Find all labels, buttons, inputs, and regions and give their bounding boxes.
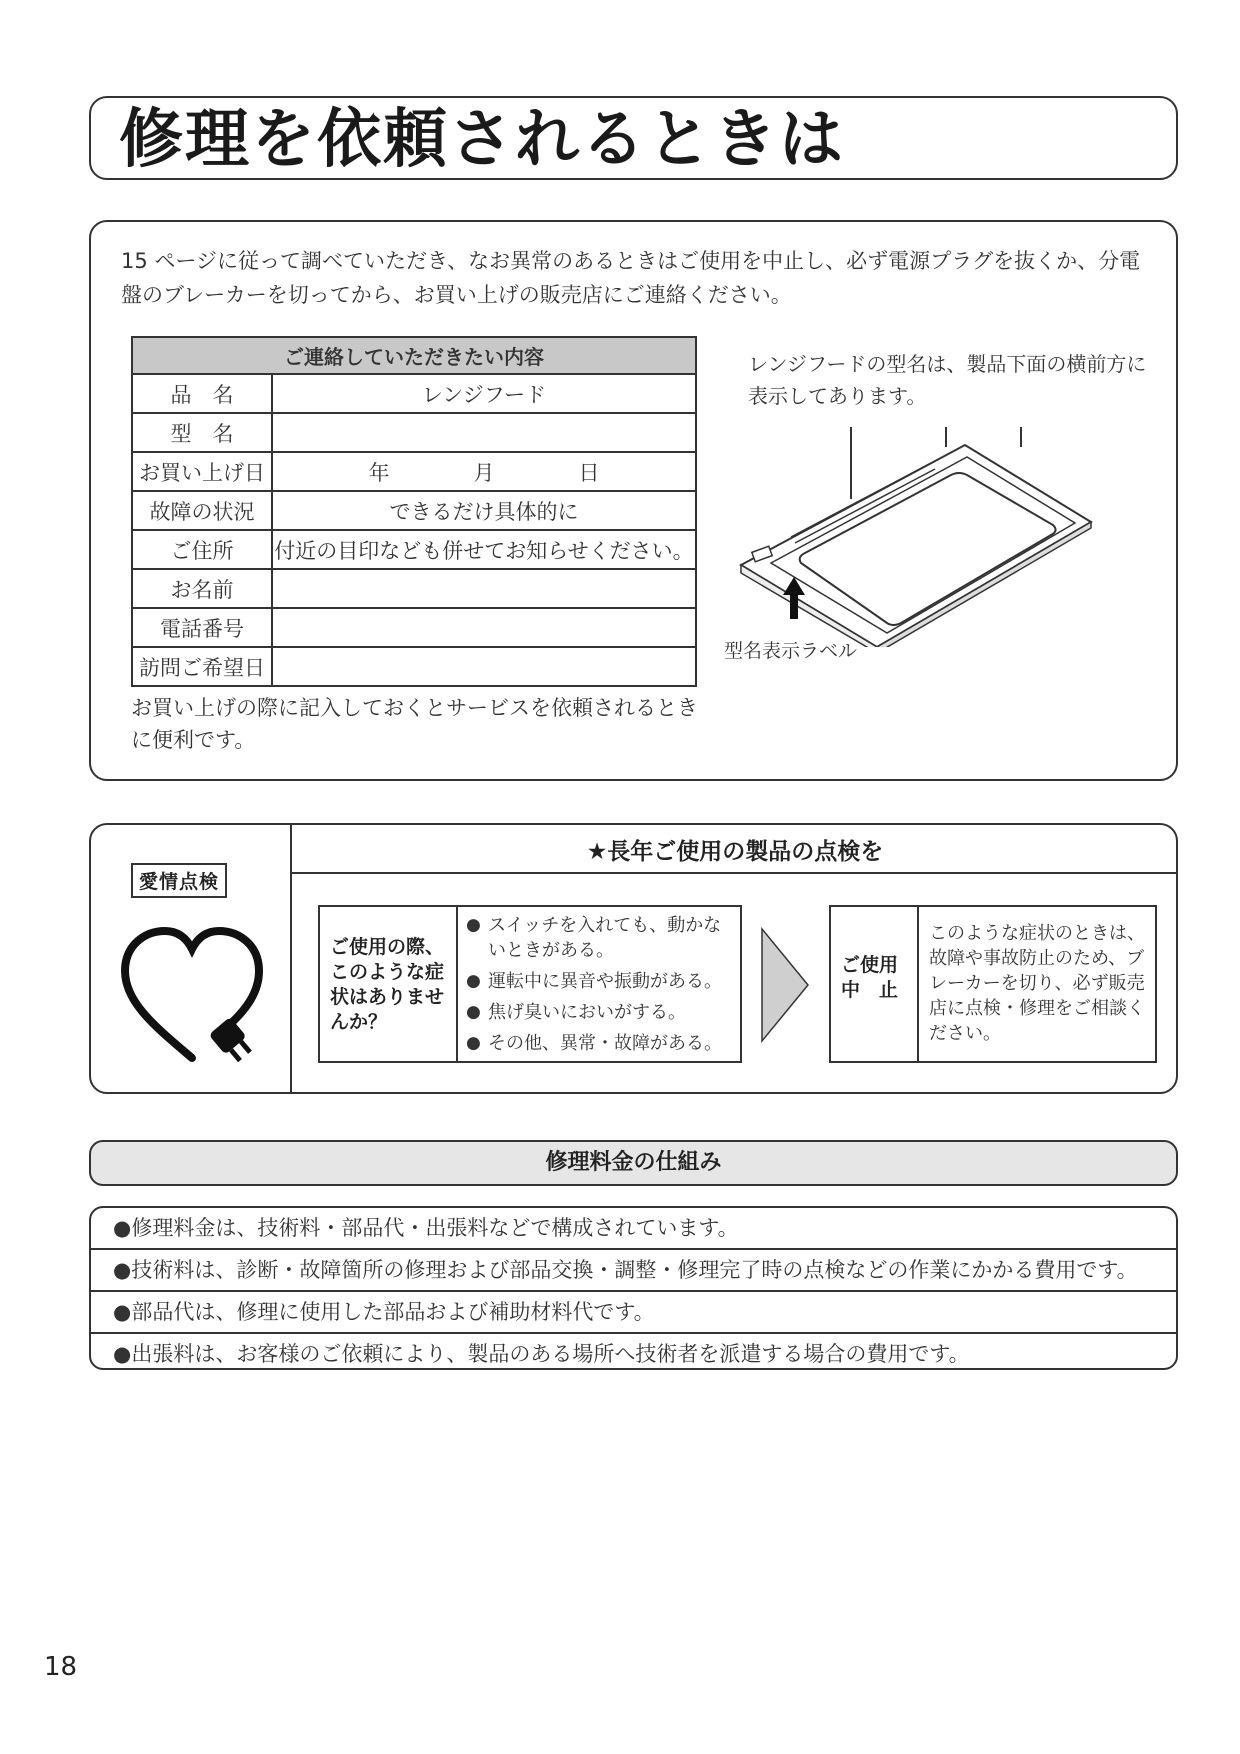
symptom-text: 運転中に異音や振動がある。 bbox=[488, 971, 722, 992]
list-item: ●部品代は、修理に使用した部品および補助材料代です。 bbox=[91, 1292, 1176, 1334]
stop-use-text: このような症状のときは、故障や事故防止のため、ブレーカーを切り、必ず販売店に点検・修理をご相談ください。 bbox=[929, 923, 1145, 1044]
table-row bbox=[132, 608, 696, 647]
arrow-right-icon bbox=[758, 925, 814, 1045]
list-item: ●修理料金は、技術料・部品代・出張料などで構成されています。 bbox=[91, 1208, 1176, 1250]
stop-label-line: 中 止 bbox=[841, 979, 899, 1001]
row-value: できるだけ具体的に bbox=[272, 491, 696, 530]
symptom-list bbox=[466, 913, 736, 1062]
row-value: 付近の目印なども併せてお知らせください。 bbox=[272, 530, 696, 569]
row-value: 年 月 日 bbox=[272, 452, 696, 491]
contact-table bbox=[131, 336, 697, 687]
table-note: お買い上げの際に記入しておくとサービスを依頼されるときに便利です。 bbox=[131, 696, 698, 752]
row-label: 故障の状況 bbox=[132, 491, 272, 530]
bullet-icon: ● bbox=[466, 971, 481, 991]
range-hood-illustration bbox=[731, 427, 1240, 647]
row-label: お買い上げ日 bbox=[132, 452, 272, 491]
fee-list bbox=[89, 1206, 1178, 1370]
table-row bbox=[132, 647, 696, 686]
bullet-icon: ● bbox=[466, 915, 481, 935]
page-title: 修理を依頼されるときは bbox=[119, 103, 845, 177]
symptom-text: その他、異常・故障がある。 bbox=[488, 1033, 722, 1054]
stop-label-line: ご使用 bbox=[841, 954, 899, 976]
list-item: ●出張料は、お客様のご依頼により、製品のある場所へ技術者を派遣する場合の費用です。 bbox=[113, 1342, 970, 1366]
row-label: 品 名 bbox=[132, 374, 272, 413]
table-row bbox=[132, 452, 696, 491]
row-label: お名前 bbox=[132, 569, 272, 608]
heart-plug-icon bbox=[117, 923, 267, 1073]
stop-use-box bbox=[829, 905, 1157, 1063]
row-value bbox=[272, 608, 696, 647]
list-item bbox=[466, 969, 736, 994]
page-number: 18 bbox=[44, 1652, 78, 1682]
table-row bbox=[132, 413, 696, 452]
stop-use-label bbox=[831, 907, 919, 1061]
row-value bbox=[272, 569, 696, 608]
intro-text: 15 ページに従って調べていただき、なお異常のあるときはご使用を中止し、必ず電源プラグを抜くか、分電盤のブレーカーを切ってから、お買い上げの販売店にご連絡ください。 bbox=[121, 249, 1141, 307]
model-note: レンジフードの型名は、製品下面の横前方に表示してあります。 bbox=[748, 352, 1147, 408]
row-label: 訪問ご希望日 bbox=[132, 647, 272, 686]
table-row bbox=[132, 374, 696, 413]
fee-header: 修理料金の仕組み bbox=[89, 1140, 1178, 1186]
row-label: ご住所 bbox=[132, 530, 272, 569]
check-heading: ★長年ご使用の製品の点検を bbox=[586, 839, 884, 865]
table-row bbox=[132, 569, 696, 608]
list-item bbox=[466, 913, 736, 963]
row-value: レンジフード bbox=[272, 374, 696, 413]
bullet-icon: ● bbox=[466, 1033, 481, 1053]
symptom-text: 焦げ臭いにおいがする。 bbox=[488, 1002, 686, 1023]
bullet-icon: ● bbox=[466, 1002, 481, 1022]
row-label: 型 名 bbox=[132, 413, 272, 452]
table-row bbox=[132, 530, 696, 569]
contact-table-header: ご連絡していただきたい内容 bbox=[132, 337, 696, 374]
divider bbox=[290, 872, 1178, 874]
contact-info-section bbox=[89, 220, 1178, 781]
title-box bbox=[89, 96, 1178, 180]
table-row bbox=[132, 491, 696, 530]
symptom-box bbox=[318, 905, 742, 1063]
symptom-text: スイッチを入れても、動かないときがある。 bbox=[488, 915, 722, 961]
list-item bbox=[466, 1000, 736, 1025]
list-item bbox=[466, 1031, 736, 1056]
row-value bbox=[272, 413, 696, 452]
row-label: 電話番号 bbox=[132, 608, 272, 647]
aijo-tenken-tag: 愛情点検 bbox=[131, 863, 227, 898]
maintenance-check-section bbox=[89, 823, 1178, 1094]
list-item: ●技術料は、診断・故障箇所の修理および部品交換・調整・修理完了時の点検などの作業にかかる費用です。 bbox=[91, 1250, 1176, 1292]
model-label-caption: 型名表示ラベル bbox=[724, 640, 858, 662]
symptom-question: ご使用の際、このような症状はありませんか？ bbox=[320, 907, 458, 1061]
row-value bbox=[272, 647, 696, 686]
